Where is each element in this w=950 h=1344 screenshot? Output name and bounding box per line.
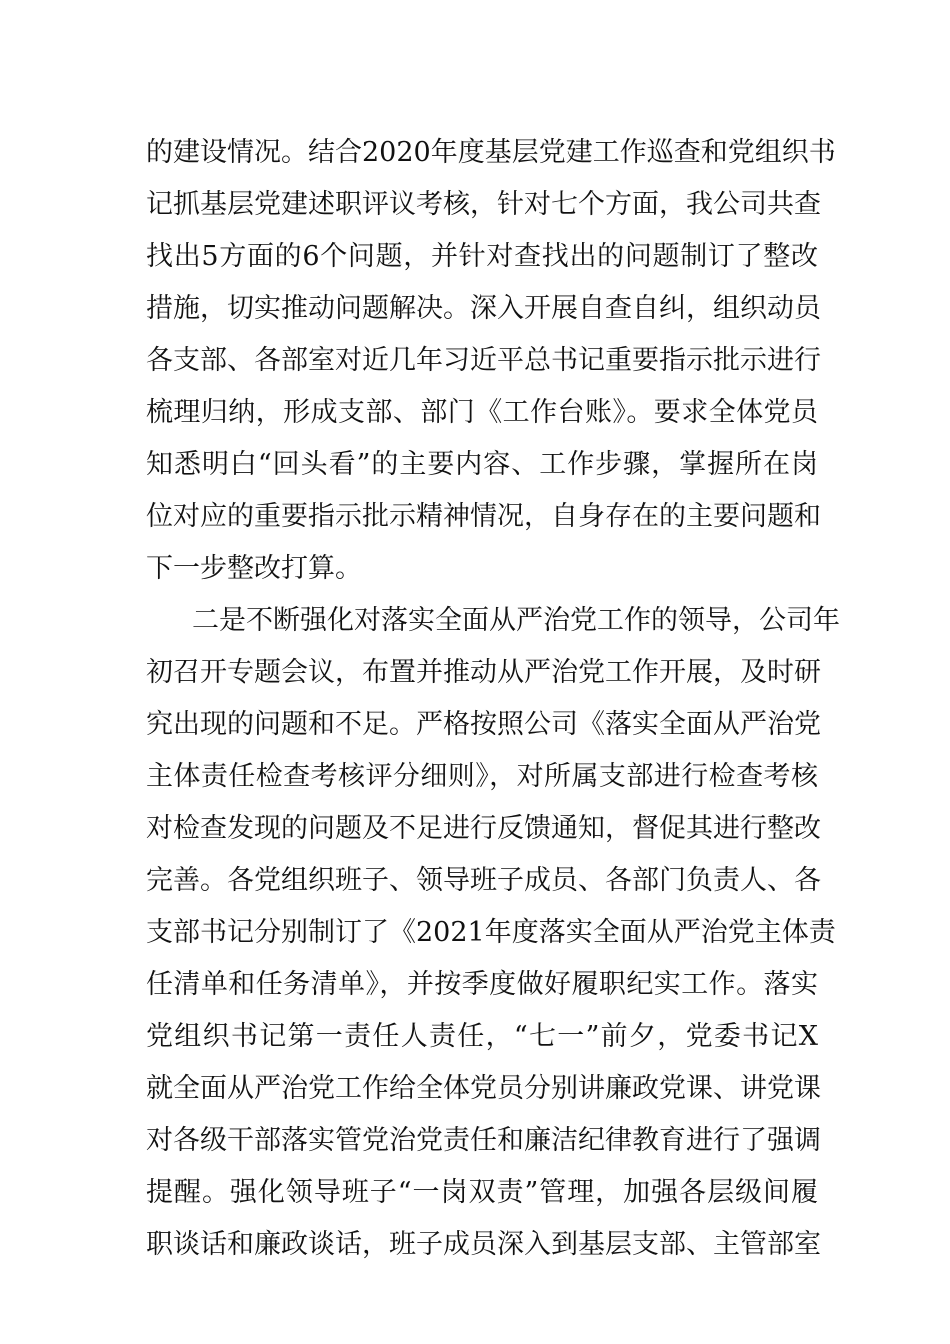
paragraph-2-line-2: 初召开专题会议，布置并推动从严治党工作开展，及时研	[146, 657, 821, 688]
paragraph-1-line-2: 记抓基层党建述职评议考核，针对七个方面，我公司共查	[146, 189, 821, 220]
paragraph-2-line-9: 党组织书记第一责任人责任，“七一”前夕，党委书记X	[146, 1021, 818, 1052]
paragraph-1-line-1: 的建设情况。结合2020年度基层党建工作巡查和党组织书	[146, 137, 836, 168]
paragraph-2-line-5: 对检查发现的问题及不足进行反馈通知，督促其进行整改	[146, 813, 821, 844]
paragraph-2-line-7: 支部书记分别制订了《2021年度落实全面从严治党主体责	[146, 917, 836, 948]
paragraph-1-line-7: 知悉明白“回头看”的主要内容、工作步骤，掌握所在岗	[146, 449, 818, 480]
paragraph-1-line-8: 位对应的重要指示批示精神情况，自身存在的主要问题和	[146, 501, 821, 532]
paragraph-2-line-8: 任清单和任务清单》，并按季度做好履职纪实工作。落实	[146, 969, 818, 1000]
paragraph-2-line-13: 职谈话和廉政谈话，班子成员深入到基层支部、主管部室	[146, 1229, 821, 1260]
paragraph-1-line-3: 找出5方面的6个问题，并针对查找出的问题制订了整改	[146, 241, 818, 272]
paragraph-1-line-6: 梳理归纳，形成支部、部门《工作台账》。要求全体党员	[146, 397, 818, 428]
paragraph-2-line-1: 二是不断强化对落实全面从严治党工作的领导，公司年	[192, 605, 840, 636]
paragraph-2-line-6: 完善。各党组织班子、领导班子成员、各部门负责人、各	[146, 865, 821, 896]
paragraph-1-line-9: 下一步整改打算。	[146, 553, 362, 584]
paragraph-2-line-3: 究出现的问题和不足。严格按照公司《落实全面从严治党	[146, 709, 821, 740]
paragraph-2-line-4: 主体责任检查考核评分细则》，对所属支部进行检查考核	[146, 761, 818, 792]
paragraph-2-line-10: 就全面从严治党工作给全体党员分别讲廉政党课、讲党课	[146, 1073, 821, 1104]
paragraph-2-line-12: 提醒。强化领导班子“一岗双责”管理，加强各层级间履	[146, 1177, 818, 1208]
paragraph-1-line-5: 各支部、各部室对近几年习近平总书记重要指示批示进行	[146, 345, 821, 376]
paragraph-2-line-11: 对各级干部落实管党治党责任和廉洁纪律教育进行了强调	[146, 1125, 821, 1156]
paragraph-1-line-4: 措施，切实推动问题解决。深入开展自查自纠，组织动员	[146, 293, 821, 324]
